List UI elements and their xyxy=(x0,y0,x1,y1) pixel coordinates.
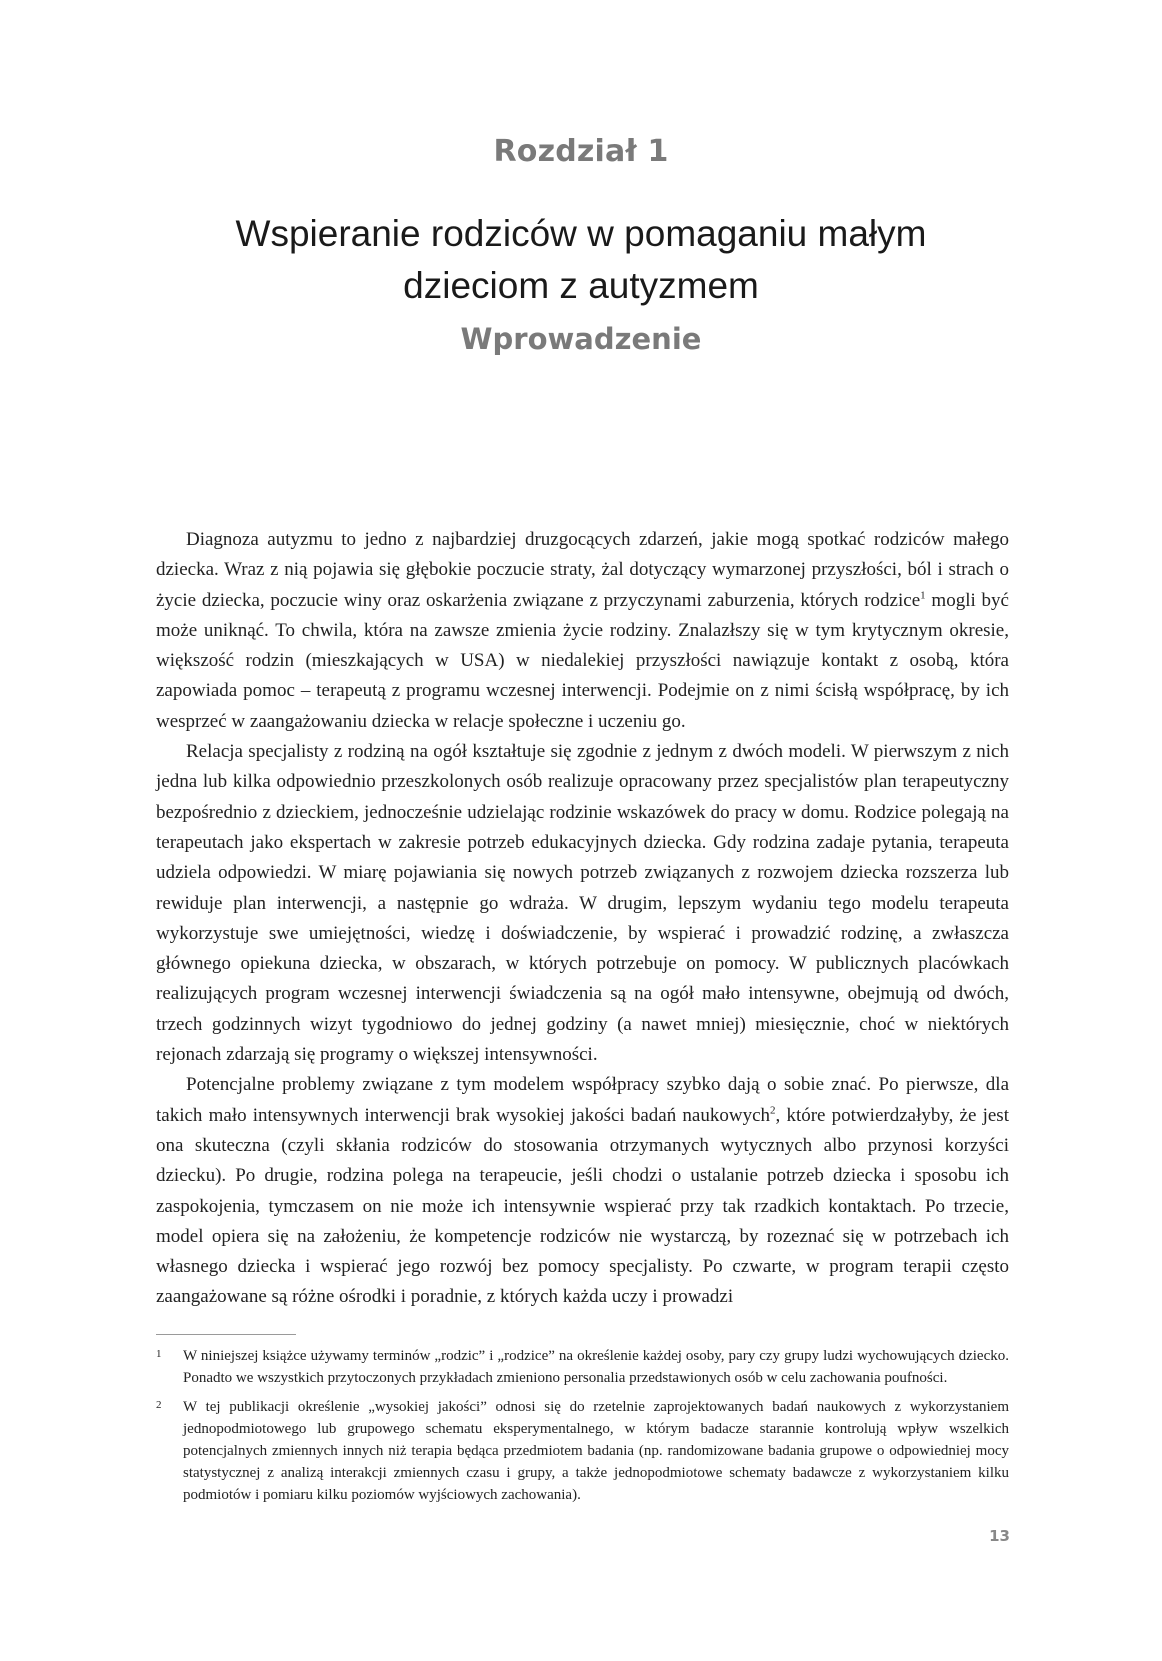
footnotes xyxy=(156,1345,1009,1513)
paragraph-1-part-b: mogli być może uniknąć. To chwila, która na zawsze zmienia życie rodziny. Znalazłszy się w tym krytycznym okresie, większość rodzin (mieszkających w USA) w niedalekiej przyszłości nawiązuje kontakt z osobą, która zapowiada pomoc – terapeutą z programu wczesnej interwencji. Podejmie on z nimi ścisłą współpracę, by ich wesprzeć w zaangażowaniu dziecka w relacje społeczne i uczeniu go. xyxy=(156,589,1009,732)
body-text xyxy=(156,525,1009,1313)
page-number: 13 xyxy=(989,1527,1010,1545)
chapter-label: Rozdział 1 xyxy=(493,134,669,169)
footnote-2 xyxy=(156,1396,1009,1506)
section-title: Wprowadzenie xyxy=(460,322,702,356)
footnote-1-text: W niniejszej książce używamy terminów „rodzic” i „rodzice” na określenie każdej osoby, pary czy grupy ludzi wychowujących dziecko. Ponadto we wszystkich przytoczonych przykładach zmieniono personalia przedstawionych osób w celu zachowania poufności. xyxy=(183,1348,1009,1386)
footnote-ref-1[interactable]: 1 xyxy=(920,589,926,602)
paragraph-1 xyxy=(156,525,1009,737)
footnote-1 xyxy=(156,1345,1009,1389)
chapter-title-line-1: Wspieranie rodziców w pomaganiu małym xyxy=(235,213,927,254)
paragraph-3-part-a: Potencjalne problemy związane z tym modelem współpracy szybko dają o sobie znać. Po pierwsze, dla takich mało intensywnych interwencji brak wysokiej jakości badań naukowych xyxy=(156,1074,1009,1126)
footnote-divider xyxy=(156,1334,296,1335)
paragraph-2: Relacja specjalisty z rodziną na ogół kształtuje się zgodnie z jednym z dwóch modeli. W pierwszym z nich jedna lub kilka odpowiednio przeszkolonych osób realizuje opracowany przez specjalistów plan terapeutyczny bezpośrednio z dzieckiem, jednocześnie udzielając rodzinie wskazówek do pracy w domu. Rodzice polegają na terapeutach jako ekspertach w zakresie potrzeb edukacyjnych dziecka. Gdy rodzina zadaje pytania, terapeuta udziela odpowiedzi. W miarę pojawiania się nowych potrzeb związanych z rozwojem dziecka rozszerza lub rewiduje plan interwencji, a następnie go wdraża. W drugim, lepszym wydaniu tego modelu terapeuta wykorzystuje swe umiejętności, wiedzę i doświadczenie, by wspierać i prowadzić rodzinę, a zwłaszcza głównego opiekuna dziecka, w obszarach, w których potrzebuje on pomocy. W publicznych placówkach realizujących program wczesnej interwencji świadczenia są na ogół mało intensywne, obejmują od dwóch, trzech godzinnych wizyt tygodniowo do jednej godziny (a nawet mniej) miesięcznie, choć w niektórych rejonach zdarzają się programy o większej intensywności. xyxy=(156,741,1009,1066)
footnote-2-text: W tej publikacji określenie „wysokiej jakości” odnosi się do rzetelnie zaprojektowanych badań naukowych z wykorzystaniem jednopodmiotowego lub grupowego schematu eksperymentalnego, w którym badacze starannie kontrolują wpływ wszelkich potencjalnych zmiennych innych niż terapia będąca przedmiotem badania (np. randomizowane badania grupowe o odpowiedniej mocy statystycznej z analizą interakcji zmiennych czasu i grupy, a także jednopodmiotowe schematy badawcze z wykorzystaniem kilku podmiotów i pomiaru kilku poziomów wyjściowych zachowania). xyxy=(183,1399,1009,1503)
paragraph-3-part-b: , które potwierdzałyby, że jest ona skuteczna (czyli skłania rodziców do stosowania otrzymanych wytycznych albo przynosi korzyści dziecku). Po drugie, rodzina polega na terapeucie, jeśli chodzi o ustalanie potrzeb dziecka i sposobu ich zaspokojenia, tymczasem on nie może ich intensywnie wspierać przy tak rzadkich kontaktach. Po trzecie, model opiera się na założeniu, że kompetencje rodziców nie wystarczą, by rozeznać się w potrzebach ich własnego dziecka i wspierać jego rozwój bez pomocy specjalisty. Po czwarte, w program terapii często zaangażowane są różne ośrodki i poradnie, z których każda uczy i prowadzi xyxy=(156,1104,1009,1308)
footnote-ref-2[interactable]: 2 xyxy=(770,1104,776,1117)
paragraph-1-part-a: Diagnoza autyzmu to jedno z najbardziej druzgocących zdarzeń, jakie mogą spotkać rodziców małego dziecka. Wraz z nią pojawia się głębokie poczucie straty, żal dotyczący wymarzonej przyszłości, ból i strach o życie dziecka, poczucie winy oraz oskarżenia związane z przyczynami zaburzenia, których rodzice xyxy=(156,529,1009,611)
footnote-2-number: 2 xyxy=(156,1399,162,1411)
paragraph-3 xyxy=(156,1070,1009,1312)
chapter-title xyxy=(150,208,1012,312)
chapter-title-line-2: dzieciom z autyzmem xyxy=(403,265,759,306)
footnote-1-number: 1 xyxy=(156,1348,162,1360)
